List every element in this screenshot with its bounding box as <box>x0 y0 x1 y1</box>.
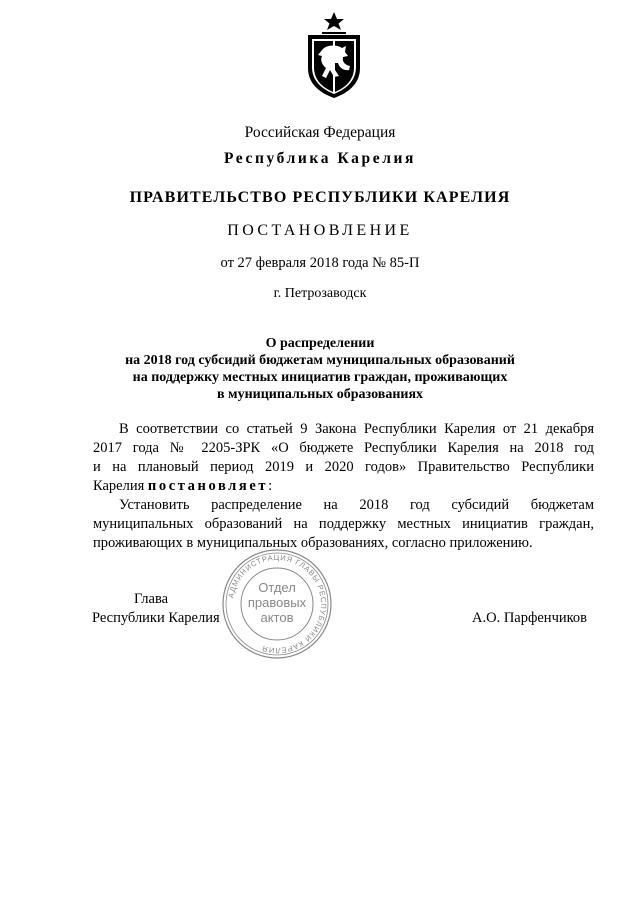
body-line: 2017 года № 2205-ЗРК «О бюджете Республики Карелия на 2018 год <box>93 440 594 456</box>
decree-title-line: О распределении <box>265 336 375 351</box>
government-name: ПРАВИТЕЛЬСТВО РЕСПУБЛИКИ КАРЕЛИЯ <box>129 189 511 206</box>
stamp-ring-text: АДМИНИСТРАЦИЯ ГЛАВЫ РЕСПУБЛИКИ КАРЕЛИЯ <box>226 552 329 656</box>
body-line-prefix: Карелия <box>93 478 148 494</box>
stamp-text: правовых <box>247 595 307 610</box>
decree-title-line: на 2018 год субсидий бюджетам муниципальных образований <box>125 353 515 368</box>
body-line-resolves <box>93 477 594 496</box>
signatory-title: Республики Карелия <box>92 610 220 626</box>
decree-title-line: на поддержку местных инициатив граждан, проживающих <box>132 370 508 385</box>
stamp-text: актов <box>260 610 294 625</box>
signatory-title: Глава <box>134 591 169 607</box>
city: г. Петрозаводск <box>273 286 367 301</box>
body-line: муниципальных образований на поддержку местных инициатив граждан, <box>93 516 594 532</box>
karelia-coat-of-arms-icon <box>302 10 366 100</box>
body-line-suffix: : <box>268 478 273 494</box>
resolves-word: постановляет <box>147 478 269 494</box>
body-line: Установить распределение на 2018 год субсидий бюджетам <box>119 497 594 513</box>
decree-date-number: от 27 февраля 2018 года № 85-П <box>220 255 420 271</box>
signatory-name: А.О. Парфенчиков <box>472 610 588 626</box>
body-line: В соответствии со статьей 9 Закона Республики Карелия от 21 декабря <box>119 421 594 437</box>
body-line: проживающих в муниципальных образованиях, согласно приложению. <box>93 535 533 551</box>
stamp-text: Отдел <box>258 580 296 595</box>
federation-name: Российская Федерация <box>244 124 396 141</box>
decree-title-line: в муниципальных образованиях <box>216 387 424 402</box>
republic-name: Республика Карелия <box>223 150 417 167</box>
body-line: и на плановый период 2019 и 2020 годов» Правительство Республики <box>93 459 594 475</box>
document-type: ПОСТАНОВЛЕНИЕ <box>227 222 413 239</box>
official-stamp-icon <box>221 548 333 660</box>
